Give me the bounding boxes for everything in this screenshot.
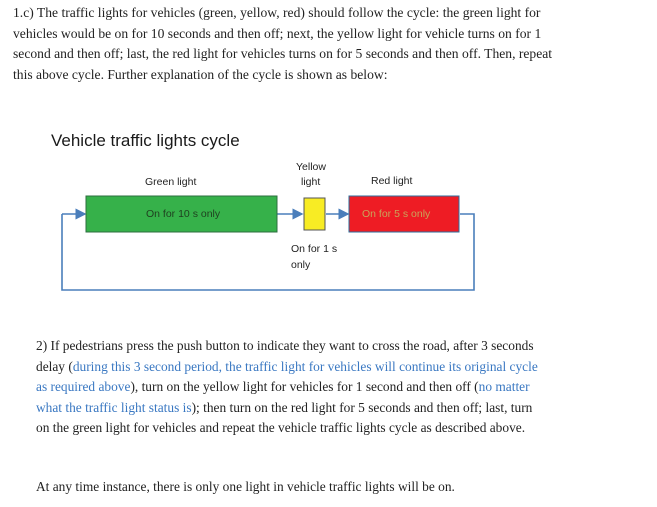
green-box-text: On for 10 s only bbox=[146, 208, 221, 220]
yellow-light-label-line1: Yellow bbox=[296, 161, 326, 173]
text-run: ), turn on the yellow light for vehicles for 1 second and then off ( bbox=[130, 379, 479, 395]
pedestrian-paragraph bbox=[36, 336, 636, 439]
yellow-duration-line1: On for 1 s bbox=[291, 243, 338, 255]
yellow-light-box bbox=[304, 198, 325, 230]
text-run: delay ( bbox=[36, 358, 73, 374]
text-run: ); then turn on the red light for 5 seconds and then off; last, turn bbox=[191, 399, 533, 415]
constraint-paragraph: At any time instance, there is only one light in vehicle traffic lights will be on. bbox=[36, 479, 455, 494]
intro-line: 1.c) The traffic lights for vehicles (green, yellow, red) should follow the cycle: the green light for bbox=[13, 5, 541, 20]
intro-line: this above cycle. Further explanation of the cycle is shown as below: bbox=[13, 66, 388, 82]
diagram-title: Vehicle traffic lights cycle bbox=[51, 131, 240, 150]
pedestrian-line bbox=[36, 357, 636, 378]
highlighted-text: no matter bbox=[478, 379, 530, 395]
green-light-label: Green light bbox=[145, 176, 197, 188]
highlighted-text: what the traffic light status is bbox=[36, 399, 192, 415]
pedestrian-line bbox=[36, 377, 636, 398]
pedestrian-line: on the green light for vehicles and repeat the vehicle traffic lights cycle as described above. bbox=[36, 420, 526, 436]
intro-line: vehicles would be on for 10 seconds and then off; next, the yellow light for vehicle turns on for 1 bbox=[13, 25, 542, 41]
intro-line: second and then off; last, the red light for vehicles turns on for 5 seconds and then off. Then, repeat bbox=[13, 46, 553, 61]
red-light-label: Red light bbox=[371, 175, 413, 187]
yellow-light-label-line2: light bbox=[301, 176, 321, 188]
highlighted-text: as required above bbox=[36, 379, 131, 395]
red-box-text: On for 5 s only bbox=[362, 208, 431, 220]
highlighted-text: during this 3 second period, the traffic light for vehicles will continue its original cycle bbox=[72, 358, 538, 374]
yellow-duration-line2: only bbox=[291, 259, 311, 271]
pedestrian-line: 2) If pedestrians press the push button to indicate they want to cross the road, after 3 seconds bbox=[36, 338, 534, 353]
pedestrian-line bbox=[36, 398, 636, 419]
